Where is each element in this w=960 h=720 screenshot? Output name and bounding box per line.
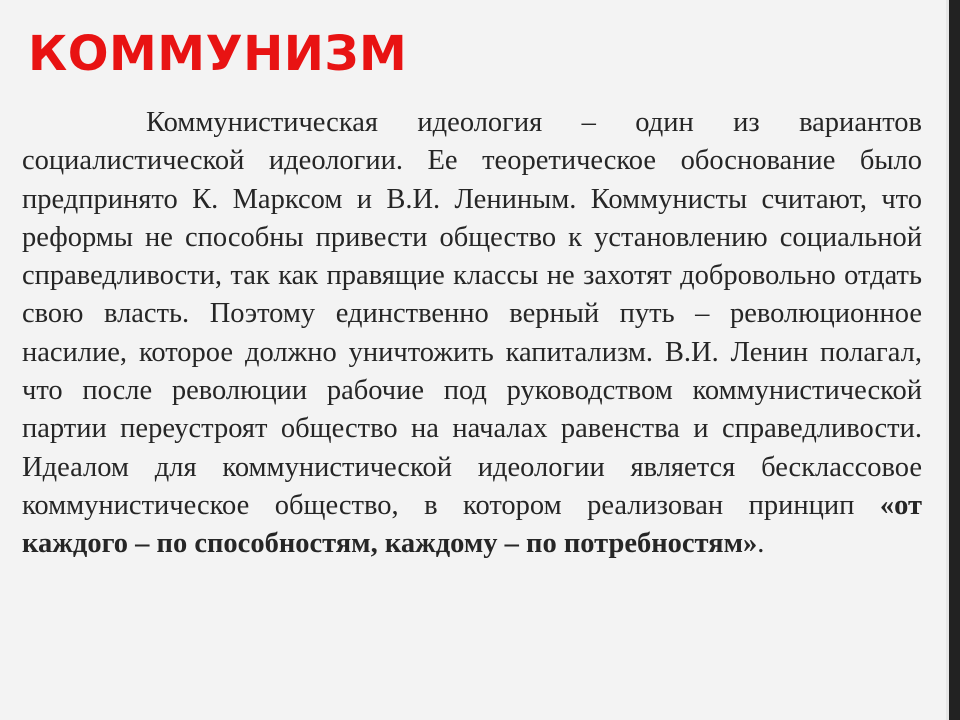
body-paragraph-main: Коммунистическая идеология – один из вариантов социалистической идеологии. Ее теоретическое обоснование было предпринято К. Марксом и В.И. Лениным. Коммунисты считают, что реформы не способны привести общество к установлению социальной справедливости, так как правящие классы не захотят добровольно отдать свою власть. Поэтому единственно верный путь – революционное насилие, которое должно уничтожить капитализм. В.И. Ленин полагал, что после революции рабочие под руководством коммунистической партии переустроят общество на началах равенства и справедливости. Идеалом для коммунистической идеологии является бесклассовое коммунистическое общество, в котором реализован принцип [22, 107, 922, 521]
right-edge-band [946, 0, 960, 720]
body-paragraph [22, 104, 922, 564]
body-paragraph-quote: «от каждого – по способностям, каждому – по потребностям» [22, 489, 922, 560]
slide-title: КОММУНИЗМ [28, 26, 408, 82]
body-paragraph-end: . [757, 528, 765, 560]
